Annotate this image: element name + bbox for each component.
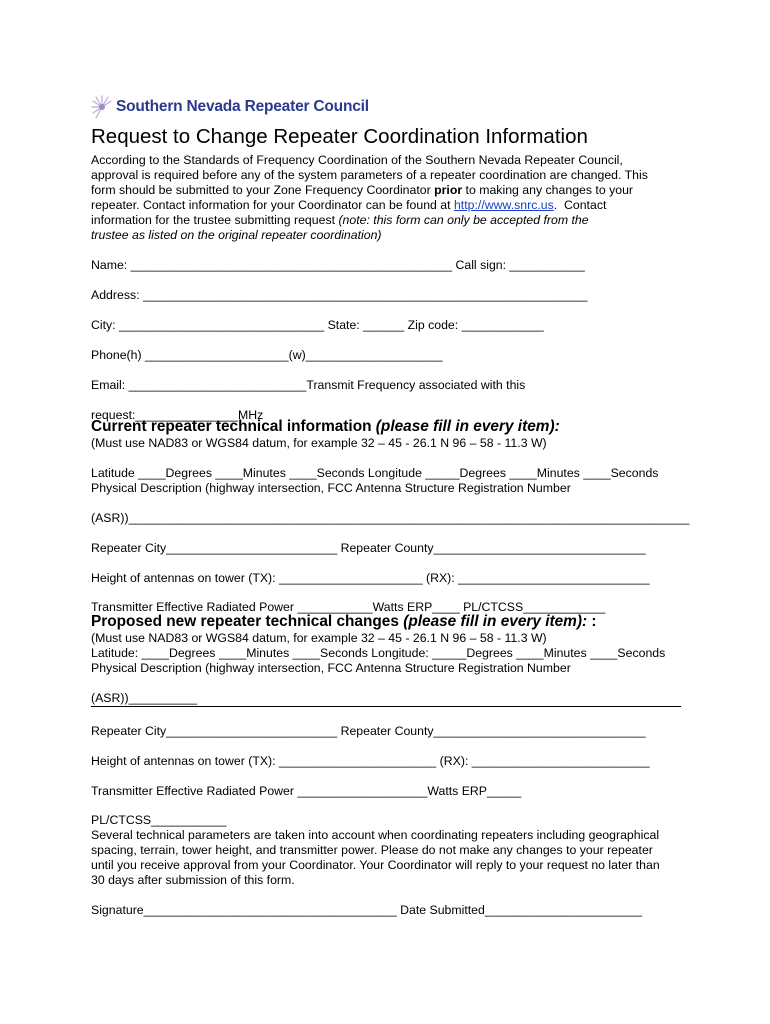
proposed-power-field[interactable]: Transmitter Effective Radiated Power ___________________Watts ERP_____ [91, 784, 522, 798]
logo-text: Southern Nevada Repeater Council [116, 98, 369, 115]
snrc-website-link[interactable]: http://www.snrc.us [453, 198, 554, 212]
prior-emphasis: prior [434, 183, 463, 197]
current-power-field[interactable]: Transmitter Effective Radiated Power ___________Watts ERP____ PL/CTCSS____________ [91, 600, 606, 614]
phone-field[interactable]: Phone(h) _____________________(w)____________________ [91, 348, 443, 362]
current-city-county-field[interactable]: Repeater City_________________________ Repeater County_______________________________ [91, 541, 646, 555]
current-datum-note: (Must use NAD83 or WGS84 datum, for example 32 – 45 - 26.1 N 96 – 58 - 11.3 W) [91, 436, 547, 450]
address-field[interactable]: Address: _________________________________________________________________ [91, 288, 588, 302]
intro-line-3: form should be submitted to your Zone Frequency Coordinator prior to making any changes to your [91, 183, 634, 197]
intro-line-1: According to the Standards of Frequency Coordination of the Southern Nevada Repeater Council, [91, 153, 623, 167]
proposed-asr-field[interactable]: (ASR))__________ [91, 691, 197, 705]
closing-line-3: until you receive approval from your Coordinator. Your Coordinator will reply to your request no later than [91, 858, 660, 872]
closing-line-1: Several technical parameters are taken into account when coordinating repeaters including geographical [91, 828, 660, 842]
intro-line-6: trustee as listed on the original repeater coordination) [91, 228, 382, 242]
intro-line-4: repeater. Contact information for your Coordinator can be found at http://www.snrc.us. Contact [91, 198, 607, 212]
proposed-datum-note: (Must use NAD83 or WGS84 datum, for example 32 – 45 - 26.1 N 96 – 58 - 11.3 W) [91, 631, 547, 645]
current-physical-description-label: Physical Description (highway intersection, FCC Antenna Structure Registration Number [91, 481, 571, 495]
proposed-height-field[interactable]: Height of antennas on tower (TX): _______________________ (RX): __________________________ [91, 754, 650, 768]
council-logo [91, 93, 369, 121]
current-asr-field[interactable]: (ASR))__________________________________________________________________________________ [91, 511, 690, 525]
current-section-heading: Current repeater technical information (please fill in every item): [91, 418, 560, 435]
intro-line-5: information for the trustee submitting request (note: this form can only be accepted from the [91, 213, 589, 227]
page-title: Request to Change Repeater Coordination Information [91, 125, 588, 148]
current-height-field[interactable]: Height of antennas on tower (TX): _____________________ (RX): ____________________________ [91, 571, 650, 585]
proposed-latlong-field[interactable]: Latitude: ____Degrees ____Minutes ____Seconds Longitude: _____Degrees ____Minutes ____Seconds [91, 646, 666, 660]
proposed-physical-description-label: Physical Description (highway intersection, FCC Antenna Structure Registration Number [91, 661, 571, 675]
closing-line-2: spacing, terrain, tower height, and transmitter power. Please do not make any changes to your repeater [91, 843, 653, 857]
proposed-city-county-field[interactable]: Repeater City_________________________ Repeater County_______________________________ [91, 724, 646, 738]
proposed-plctcss-field[interactable]: PL/CTCSS___________ [91, 813, 227, 827]
proposed-section-heading: Proposed new repeater technical changes (please fill in every item): : [91, 613, 597, 630]
request-frequency-field[interactable]: request:_______________MHz [91, 408, 264, 422]
email-frequency-field[interactable]: Email: __________________________Transmit Frequency associated with this [91, 378, 526, 392]
current-latlong-field[interactable]: Latitude ____Degrees ____Minutes ____Seconds Longitude _____Degrees ____Minutes ____Seconds [91, 466, 659, 480]
sun-rays-icon [91, 94, 113, 120]
signature-date-field[interactable]: Signature_____________________________________ Date Submitted_______________________ [91, 903, 643, 917]
divider-line [91, 706, 681, 707]
closing-line-4: 30 days after submission of this form. [91, 873, 295, 887]
city-state-zip-field[interactable]: City: ______________________________ State: ______ Zip code: ____________ [91, 318, 544, 332]
intro-line-2: approval is required before any of the system parameters of a repeater coordination are changed. This [91, 168, 648, 182]
name-callsign-field[interactable]: Name: _______________________________________________ Call sign: ___________ [91, 258, 585, 272]
